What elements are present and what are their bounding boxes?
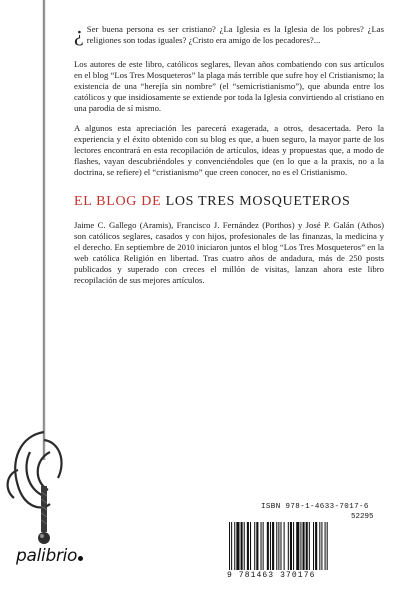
- blog-heading: [74, 194, 384, 210]
- synopsis-paragraph-2: A algunos esta apreciación les parecerá exagerada, a otros, desacertada. Pero la experiencia y el éxito obtenido con su blog es que, a buen seguro, la mayor parte de los lectores encontrará en esta recopilación de artículos, ideas y propuestas que, a modo de flashes, vayan descubriéndoles y convenciéndoles que (en lo que a la praxis, no a la doctrina, se refiere) el “cristianismo” que creen conocer, no es el Cristianismo.: [74, 123, 384, 177]
- back-cover-text: [74, 21, 384, 295]
- publisher-logo-text: palibrio: [16, 546, 78, 566]
- drop-cap: ¿: [74, 21, 84, 46]
- price-code: 52295: [351, 513, 374, 521]
- blog-heading-prefix: EL BLOG DE: [74, 194, 162, 209]
- synopsis-paragraph-1: Los autores de este libro, católicos seglares, llevan años combatiendo con sus artículos en el blog “Los Tres Mosqueteros” la plaga más terrible que sufre hoy el Cristianismo; la existencia de una “herejía sin nombre” (el “semicristianismo”), que abunda entre los católicos y que insidiosamente se extiende por toda la Iglesia convirtiendo al cristiano en una parodia de sí mismo.: [74, 59, 384, 113]
- blog-heading-name: LOS TRES MOSQUETEROS: [165, 194, 351, 209]
- logo-dot-icon: [78, 556, 83, 561]
- intro-questions: [74, 21, 384, 46]
- intro-text: Ser buena persona es ser cristiano? ¿La Iglesia es la Iglesia de los pobres? ¿Las religiones son todas iguales? ¿Cristo era amigo de los pecadores?...: [86, 24, 384, 45]
- isbn-barcode-block: [225, 503, 381, 583]
- authors-bio: Jaime C. Gallego (Aramis), Francisco J. Fernández (Porthos) y José P. Galán (Athos) son católicos seglares, casados y con hijos, profesionales de las finanzas, la medicina y el derecho. En septiembre de 2010 iniciaron juntos el blog “Los Tres Mosqueteros” en la web católica Religión en libertad. Tras cuatro años de andadura, más de 250 posts publicados y superado con creces el millón de visitas, lanzan ahora este libro recopilación de sus mejores artículos.: [74, 220, 384, 285]
- rapier-sword-illustration: [0, 0, 70, 600]
- ean-number: 9 781463 370176: [227, 571, 316, 580]
- isbn-label: ISBN 978-1-4633-7017-6: [261, 503, 369, 511]
- barcode-icon: [229, 522, 379, 570]
- publisher-logo: [16, 546, 83, 566]
